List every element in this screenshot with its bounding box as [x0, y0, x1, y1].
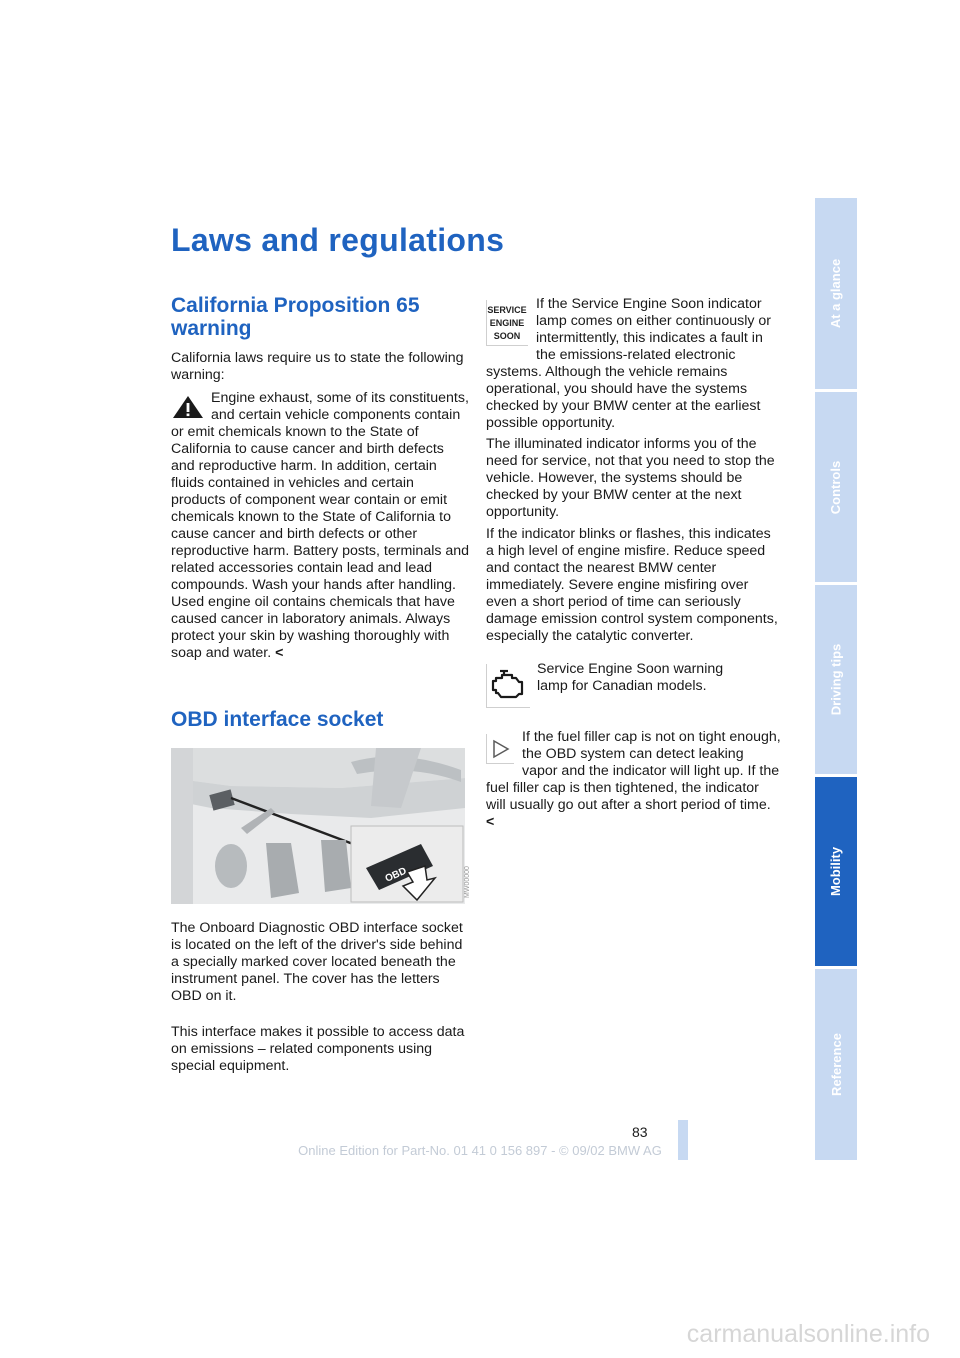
section-prop65 [171, 294, 471, 340]
fuel-cap-text: If the fuel filler cap is not on tight enough, the OBD system can detect leaking vapor and the indicator will light up. If the fuel filler cap is then tightened, the indicator will usually go out after a short period of time. [486, 729, 781, 813]
tab-label: Controls [828, 460, 844, 514]
tab-driving-tips[interactable] [815, 585, 857, 774]
note-arrow-icon [486, 734, 514, 764]
watermark [0, 1320, 960, 1349]
tab-reference[interactable] [815, 969, 857, 1160]
engine-check-icon [486, 664, 530, 708]
obd-para-1: The Onboard Diagnostic OBD interface socket is located on the left of the driver's side behind a specially marked cover located beneath the instrument panel. The cover has the letters OBD on it. [171, 920, 463, 1004]
service-engine-soon-icon [486, 300, 528, 346]
side-tabs [815, 198, 857, 1160]
page-title: Laws and regulations [171, 222, 505, 258]
service-icon-line-2: ENGINE [489, 318, 525, 328]
tab-label: At a glance [828, 258, 844, 329]
warning-text: Engine exhaust, some of its constituents, and certain vehicle components contain or emit chemicals known to the State of California to cause cancer and birth defects and reproductive harm. In addition, certain fluids contained in vehicles and certain products of component wear contain or emit chemicals known to the State of California to cause cancer and birth defects or other reproductive harm. Battery posts, terminals and related accessories contain lead and lead compounds. Wash your hands after handling. Used engine oil contains chemicals that have caused cancer in laboratory animals. Always protect your skin by washing thoroughly with soap and water. [171, 390, 470, 661]
tab-label: Mobility [828, 846, 844, 897]
illuminated-para: The illuminated indicator informs you of the need for service, not that you need to stop the vehicle. However, the systems should be checked by your BMW center at the next opportunity. [486, 436, 775, 520]
canada-lamp-label: Service Engine Soon warning lamp for Canadian models. [537, 661, 724, 694]
service-icon-line-3: SOON [493, 331, 521, 341]
section-obd [171, 708, 471, 731]
obd-para-2: This interface makes it possible to access data on emissions – related components using special equipment. [171, 1024, 465, 1074]
warning-triangle-icon [171, 394, 205, 420]
image-code: MW00000 [464, 866, 471, 898]
tab-label: Driving tips [828, 643, 844, 716]
page-number: 83 [632, 1124, 648, 1140]
prop65-intro: California laws require us to state the following warning: [171, 350, 464, 383]
obd-location-illustration [171, 748, 477, 904]
fuel-cap-para [486, 729, 781, 831]
end-mark: < [486, 814, 495, 830]
service-engine-para [486, 296, 781, 432]
blinks-para: If the indicator blinks or flashes, this indicates a high level of engine misfire. Reduce speed and contact the nearest BMW center immediately. Severe engine misfiring over even a short period of time can seriously damage emission control system components, especially the catalytic converter. [486, 526, 778, 644]
tab-at-a-glance[interactable] [815, 198, 857, 389]
end-mark: < [275, 645, 284, 661]
service-engine-text: If the Service Engine Soon indicator lamp comes on either continuously or intermittently, this indicates a fault in the emissions-related electronic systems. Although the vehicle remains operational, you should have the systems checked by your BMW center at the earliest possible opportunity. [486, 296, 772, 431]
section-heading-obd: OBD interface socket [171, 708, 384, 731]
obd-label: OBD [383, 865, 409, 885]
tab-label: Reference [828, 1033, 844, 1096]
tab-controls[interactable] [815, 392, 857, 582]
watermark-text: carmanualsonline.info [686, 1320, 930, 1348]
tab-mobility[interactable] [815, 777, 857, 966]
prop65-warning [171, 390, 471, 662]
service-icon-line-1: SERVICE [487, 305, 527, 315]
footer-edition: Online Edition for Part-No. 01 41 0 156 897 - © 09/02 BMW AG [298, 1143, 662, 1158]
section-heading-prop65: California Proposition 65 warning [171, 294, 420, 340]
